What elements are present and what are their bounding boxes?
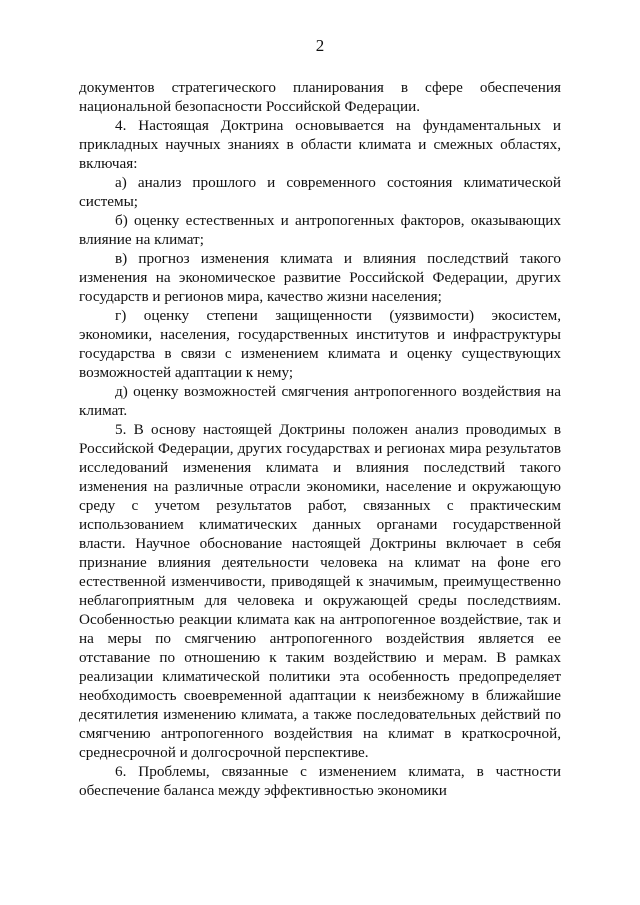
paragraph-subitem-g: г) оценку степени защищенности (уязвимости) экосистем, экономики, населения, государственных институтов и инфраструктуры государства в связи с изменением климата и оценку существующих возможностей адаптации к нему; <box>79 307 561 381</box>
paragraph-subitem-v: в) прогноз изменения климата и влияния последствий такого изменения на экономическое развитие Российской Федерации, других государств и регионов мира, качество жизни населения; <box>79 250 561 305</box>
paragraph-item-4: 4. Настоящая Доктрина основывается на фундаментальных и прикладных научных знаниях в области климата и смежных областях, включая: <box>79 117 561 172</box>
page-number: 2 <box>315 36 325 55</box>
paragraph-subitem-d: д) оценку возможностей смягчения антропогенного воздействия на климат. <box>79 383 561 419</box>
paragraph-item-6: 6. Проблемы, связанные с изменением климата, в частности обеспечение баланса между эффективностью экономики <box>79 763 561 799</box>
paragraph-subitem-a: а) анализ прошлого и современного состояния климатической системы; <box>79 174 561 210</box>
paragraph-continuation: документов стратегического планирования в сфере обеспечения национальной безопасности Российской Федерации. <box>79 79 561 115</box>
document-body <box>79 78 561 800</box>
paragraph-item-5: 5. В основу настоящей Доктрины положен анализ проводимых в Российской Федерации, других государствах и регионах мира результатов исследований изменения климата и влияния последствий такого изменения на различные отрасли экономики, население и окружающую среду с учетом результатов работ, связанных с практическим использованием климатических данных органами государственной власти. Научное обоснование настоящей Доктрины включает в себя признание влияния деятельности человека на климат на фоне его естественной изменчивости, приводящей к значимым, преимущественно неблагоприятным для человека и окружающей среды последствиям. Особенностью реакции климата как на антропогенное воздействие, так и на меры по смягчению антропогенного воздействия является ее отставание по отношению к таким воздействию и мерам. В рамках реализации климатической политики эта особенность предопределяет необходимость своевременной адаптации к неизбежному в ближайшие десятилетия изменению климата, а также последовательных действий по смягчению антропогенного воздействия на климат в краткосрочной, среднесрочной и долгосрочной перспективе. <box>79 421 561 761</box>
paragraph-subitem-b: б) оценку естественных и антропогенных факторов, оказывающих влияние на климат; <box>79 212 561 248</box>
